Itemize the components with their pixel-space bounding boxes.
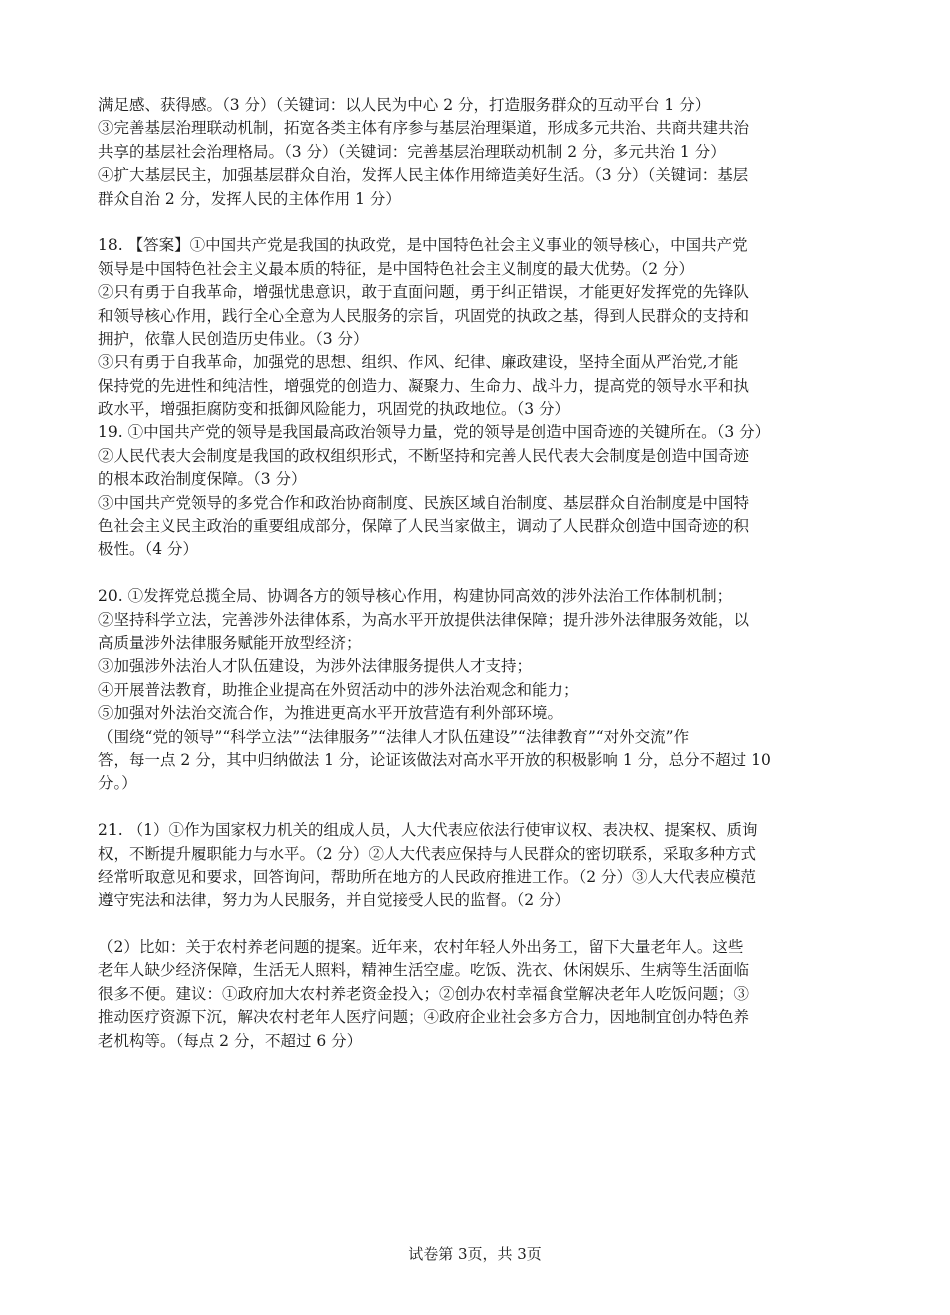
text-line: 推动医疗资源下沉，解决农村老年人医疗问题；④政府企业社会多方合力，因地制宜创办特色养 xyxy=(98,1008,750,1027)
text-line: ④扩大基层民主，加强基层群众自治，发挥人民主体作用缔造美好生活。（3 分）（关键词：基层 xyxy=(98,166,749,185)
text-line: 权，不断提升履职能力与水平。（2 分）②人大代表应保持与人民群众的密切联系，采取多种方式 xyxy=(98,844,757,863)
text-line: 很多不便。建议：①政府加大农村养老资金投入；②创办农村幸福食堂解决老年人吃饭问题；③ xyxy=(98,984,750,1003)
text-line: ③只有勇于自我革命，加强党的思想、组织、作风、纪律、廉政建设，坚持全面从严治党,才能 xyxy=(98,353,739,372)
text-line: ④开展普法教育，助推企业提高在外贸活动中的涉外法治观念和能力； xyxy=(98,680,579,699)
text-line: 色社会主义民主政治的重要组成部分，保障了人民当家做主，调动了人民群众创造中国奇迹的积 xyxy=(98,517,750,536)
text-line: 分。） xyxy=(98,774,137,793)
text-line: 拥护，依靠人民创造历史伟业。（3 分） xyxy=(98,329,369,348)
paragraph-gap xyxy=(98,913,858,936)
paragraph-gap xyxy=(98,796,858,819)
text-line: ③中国共产党领导的多党合作和政治协商制度、民族区域自治制度、基层群众自治制度是中国特 xyxy=(98,493,750,512)
page-footer: 试卷第 3页，共 3页 xyxy=(408,1245,542,1263)
text-line: ②只有勇于自我革命，增强忧患意识，敢于直面问题，勇于纠正错误，才能更好发挥党的先锋队 xyxy=(98,283,750,302)
text-line: 高质量涉外法律服务赋能开放型经济； xyxy=(98,633,362,652)
text-line: 共享的基层社会治理格局。（3 分）（关键词：完善基层治理联动机制 2 分，多元共治 1 分） xyxy=(98,142,726,161)
text-line: 经常听取意见和要求，回答询问，帮助所在地方的人民政府推进工作。（2 分）③人大代表应模范 xyxy=(98,867,757,886)
text-line: 政水平，增强拒腐防变和抵御风险能力，巩固党的执政地位。（3 分） xyxy=(98,400,571,419)
text-line: ⑤加强对外法治交流合作，为推进更高水平开放营造有利外部环境。 xyxy=(98,704,564,723)
text-line: 遵守宪法和法律，努力为人民服务，并自觉接受人民的监督。（2 分） xyxy=(98,891,571,910)
text-line: 20. ①发挥党总揽全局、协调各方的领导核心作用，构建协同高效的涉外法治工作体制机制； xyxy=(98,587,733,606)
text-line: 极性。（4 分） xyxy=(98,540,199,559)
text-line: 19. ①中国共产党的领导是我国最高政治领导力量，党的领导是创造中国奇迹的关键所在。（3 分） xyxy=(98,423,771,442)
text-line: （围绕“党的领导”“科学立法”“法律服务”“法律人才队伍建设”“法律教育”“对外交流”作 xyxy=(98,727,690,746)
text-line: 老年人缺少经济保障，生活无人照料，精神生活空虚。吃饭、洗衣、休闲娱乐、生病等生活面临 xyxy=(98,961,750,980)
text-line: ③完善基层治理联动机制，拓宽各类主体有序参与基层治理渠道，形成多元共治、共商共建共治 xyxy=(98,119,750,138)
text-line: ③加强涉外法治人才队伍建设，为涉外法律服务提供人才支持； xyxy=(98,657,533,676)
text-line: ②人民代表大会制度是我国的政权组织形式，不断坚持和完善人民代表大会制度是创造中国奇迹 xyxy=(98,446,750,465)
answer-body xyxy=(98,94,858,1053)
text-line: ②坚持科学立法，完善涉外法律体系，为高水平开放提供法律保障；提升涉外法律服务效能，以 xyxy=(98,610,750,629)
text-line: 21. （1）①作为国家权力机关的组成人员，人大代表应依法行使审议权、表决权、提案权、质询 xyxy=(98,821,758,840)
text-line: 满足感、获得感。（3 分）（关键词：以人民为中心 2 分，打造服务群众的互动平台 1 分） xyxy=(98,96,711,114)
text-line: 18. 【答案】①中国共产党是我国的执政党，是中国特色社会主义事业的领导核心，中国共产党 xyxy=(98,236,748,255)
text-line: 群众自治 2 分，发挥人民的主体作用 1 分） xyxy=(98,189,401,208)
text-line: 和领导核心作用，践行全心全意为人民服务的宗旨，巩固党的执政之基，得到人民群众的支持和 xyxy=(98,306,750,325)
text-line: 老机构等。（每点 2 分，不超过 6 分） xyxy=(98,1031,363,1050)
text-line: 的根本政治制度保障。（3 分） xyxy=(98,470,307,489)
paragraph-gap xyxy=(98,211,858,234)
paragraph-gap xyxy=(98,562,858,585)
text-line: 领导是中国特色社会主义最本质的特征，是中国特色社会主义制度的最大优势。（2 分） xyxy=(98,259,695,278)
text-line: 答，每一点 2 分，其中归纳做法 1 分，论证该做法对高水平开放的积极影响 1 分，总分不超过 10 xyxy=(98,750,771,769)
text-line: 保持党的先进性和纯洁性，增强党的创造力、凝聚力、生命力、战斗力，提高党的领导水平和执 xyxy=(98,376,750,395)
text-line: （2）比如：关于农村养老问题的提案。近年来，农村年轻人外出务工，留下大量老年人。这些 xyxy=(98,938,744,957)
